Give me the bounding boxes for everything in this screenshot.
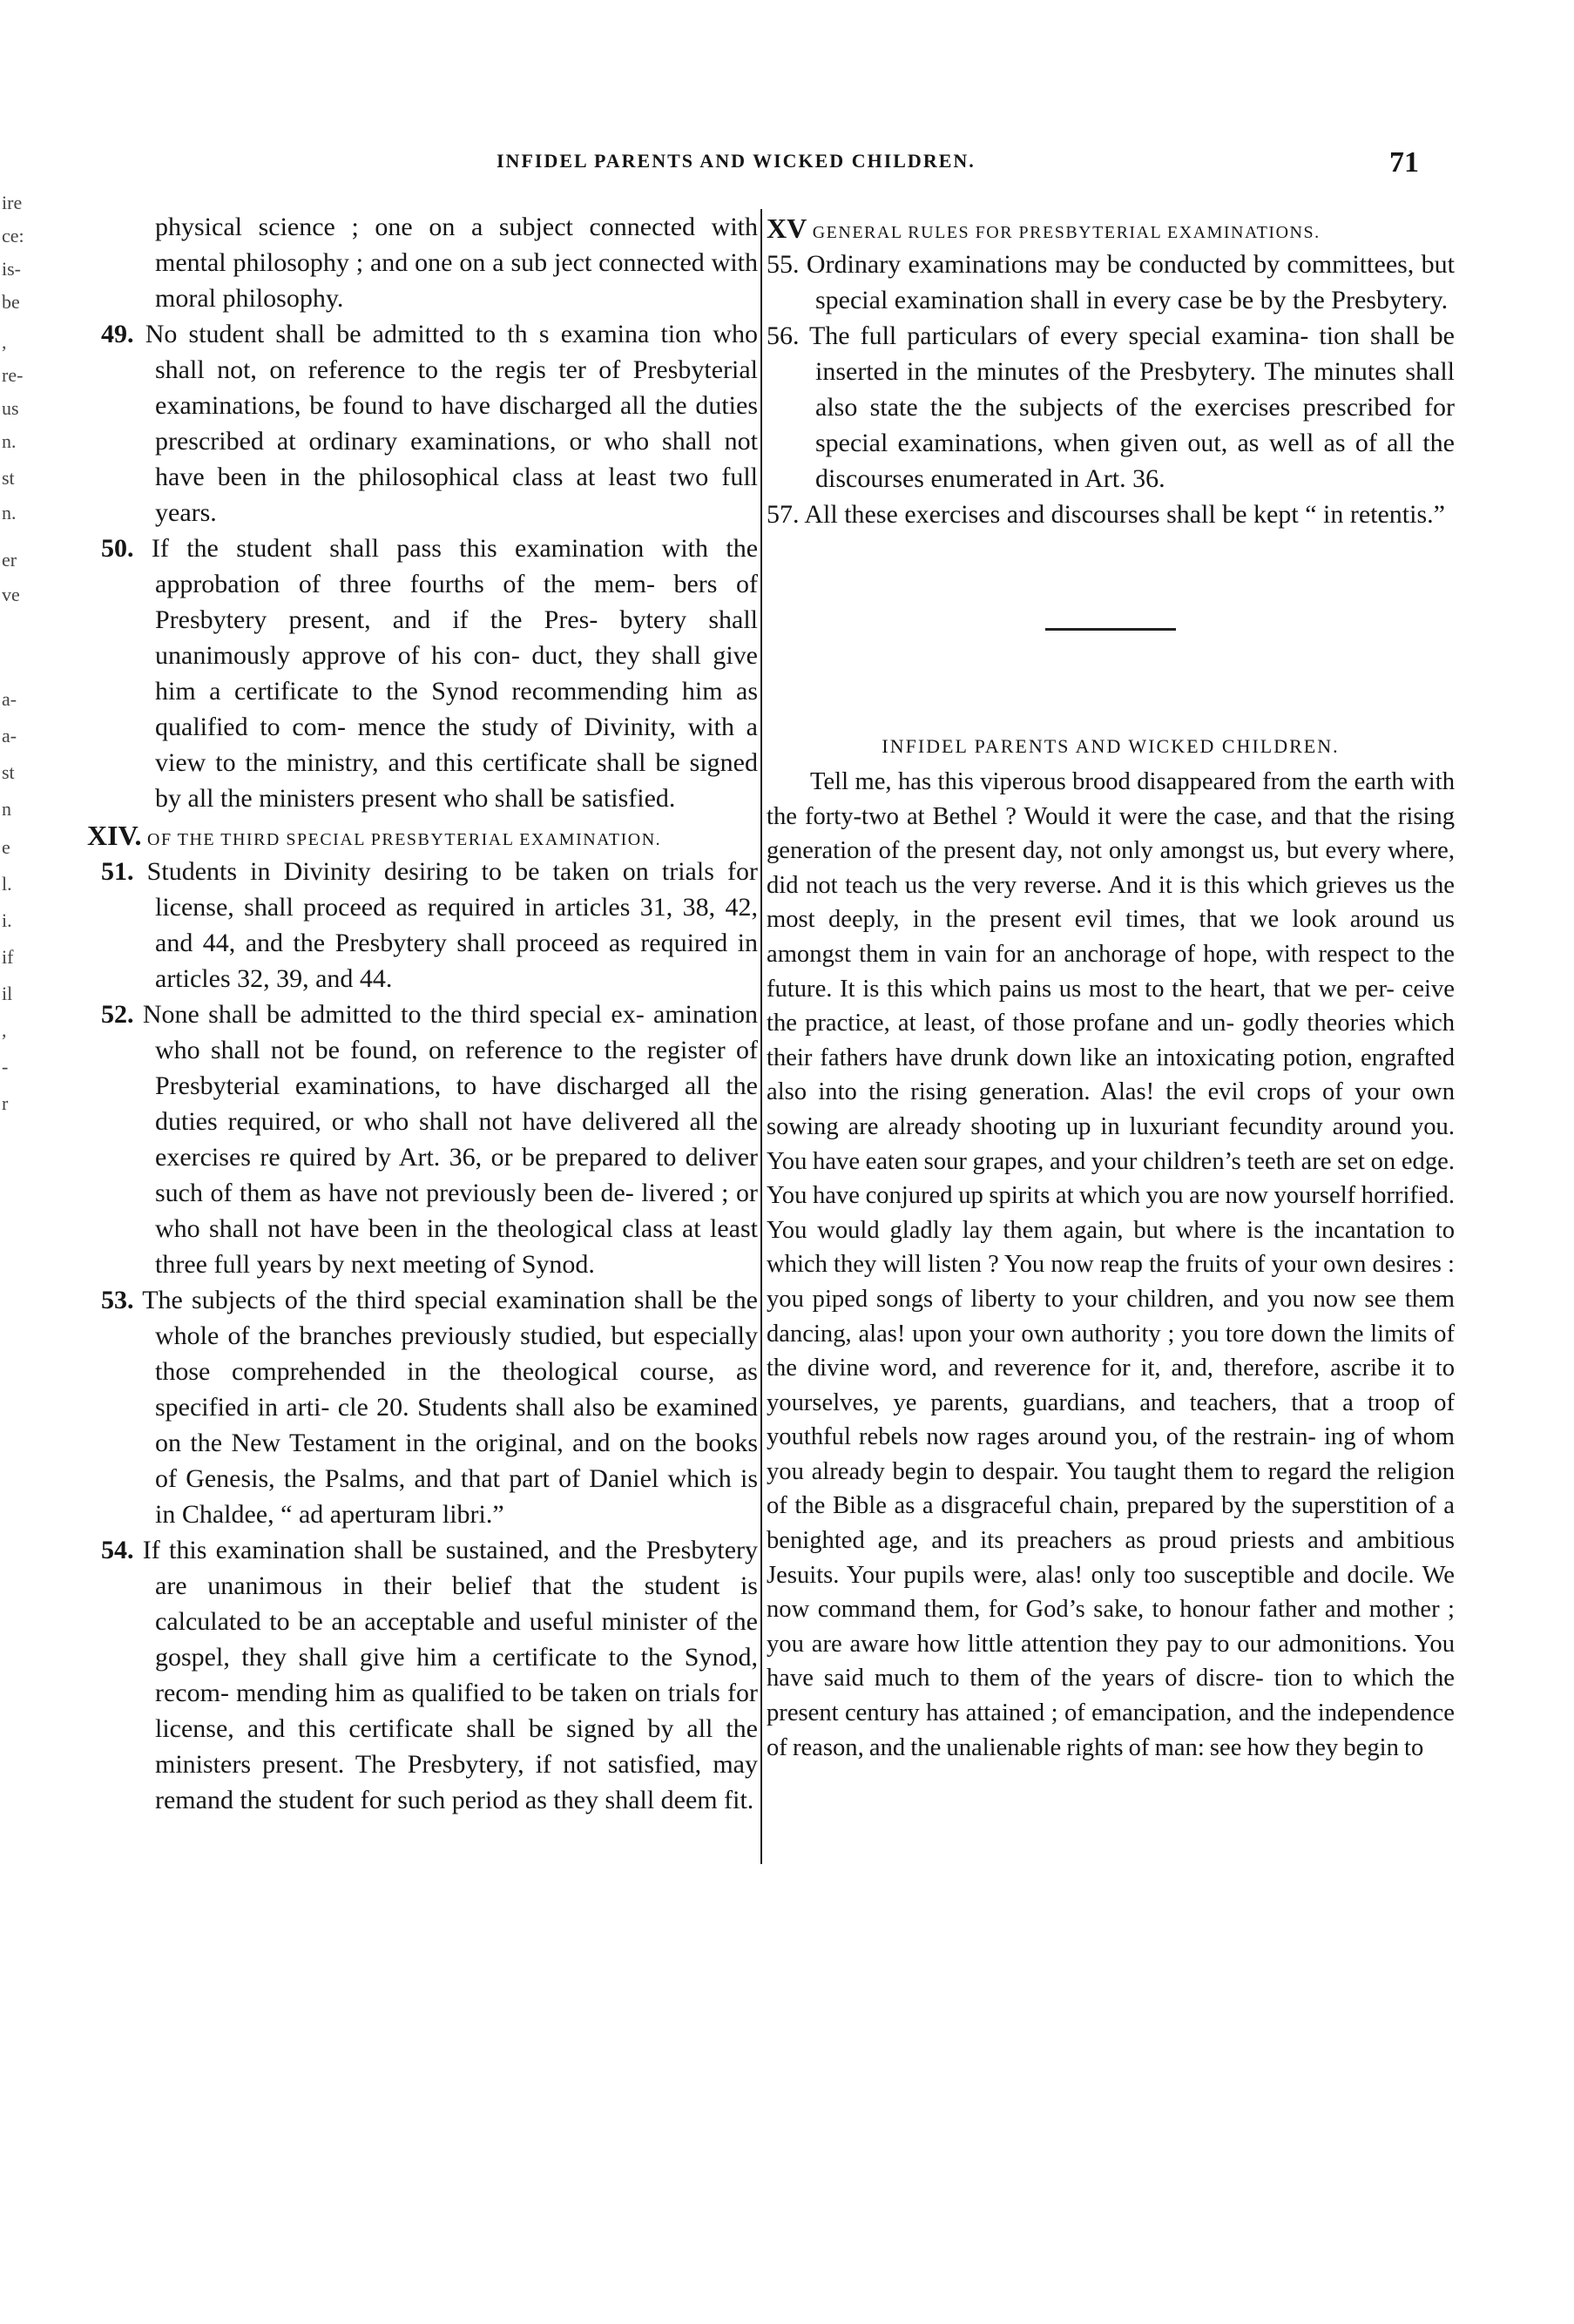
article-number: 53.	[101, 1286, 134, 1314]
section-heading-xiv	[87, 820, 758, 852]
running-title: INFIDEL PARENTS AND WICKED CHILDREN.	[497, 150, 976, 172]
article-number: 52.	[101, 1000, 134, 1029]
article-text: The subjects of the third special examination shall be the whole of the branches previously studied, but especially those comprehended in the theological course, as specified in arti- cle 20. Students shall also be examined on the New Testament in the original, and on the books of Genesis, the Psalms, and that part of Daniel which is in Chaldee, “ ad aperturam libri.”	[142, 1286, 758, 1529]
bleed-fragment: il	[2, 983, 13, 1004]
article-text: No student shall be admitted to th s examina tion who shall not, on reference to the regis ter of Presbyterial examinations, be found to have discharged all the duties prescribed at ordinary examinations, or who shall not have been in the philosophical class at least two full years.	[145, 320, 759, 527]
continued-paragraph: physical science ; one on a subject connected with mental philosophy ; and one on a sub ject connected with moral philosophy.	[155, 213, 758, 313]
essay-body: Tell me, has this viperous brood disappeared from the earth with the forty-two at Bethel ? Would it were the case, and that the rising generation of the present day, not only amongst us, but every where, did not teach us the very reverse. And it is this which grieves us the most deeply, in the present evil times, that we look around us amongst them in vain for an anchorage of hope, with respect to the future. It is this which pains us most to the heart, that we per- ceive the practice, at least, of those profane and un- godly theories which their fathers have drunk down like an intoxicating potion, engrafted also into the rising generation. Alas! the evil crops of your own sowing are already shooting up in luxuriant fecundity around you. You have eaten sour grapes, and your children’s teeth are set on edge. You have conjured up spirits at which you are now yourself horrified. You would gladly lay them again, but where is the incantation to which they will listen ? You now reap the fruits of your own desires : you piped songs of liberty to your children, and you now see them dancing, alas! upon your own authority ; you tore down the limits of the divine word, and reverence for it, and, therefore, ascribe it to yourselves, ye parents, guardians, and teachers, that a troop of youthful rebels now rages around you, of the restrain- ing of whom you already begin to despair. You taught them to regard the religion of the Bible as a disgraceful chain, prepared by the superstition of a benighted age, and its preachers as proud priests and ambitious Jesuits. Your pupils were, alas! only too susceptible and docile. We now command them, for God’s sake, to honour father and mother ; you are aware how little attention they pay to our admonitions. You have said much to them of the years of discre- tion to which the present century has attained ; of emancipation, and the independence of reason, and the unalienable rights of man: see how they begin to	[767, 768, 1455, 1761]
bleed-fragment: ire	[2, 192, 23, 213]
article-number: 51.	[101, 857, 134, 886]
article-number: 50.	[101, 534, 134, 563]
bleed-fragment: r	[2, 1092, 9, 1114]
article-number: 49.	[101, 320, 134, 348]
running-head	[0, 146, 1574, 181]
article-number: 57.	[767, 500, 800, 529]
article-text: Students in Divinity desiring to be taken on trials for license, shall proceed as required in articles 31, 38, 42, and 44, and the Presbytery shall proceed as required in articles 32, 39, and 44.	[146, 857, 759, 993]
article-text: If this examination shall be sustained, and the Presbytery are unanimous in their belief that the student is calculated to be an acceptable and useful minister of the gospel, they shall give him a certificate to the Synod, recom- mending him as qualified to be taken on trials for license, and this certificate shall be signed by all the ministers present. The Presbytery, if not satisfied, may remand the student for such period as they shall deem fit.	[142, 1536, 758, 1814]
section-numeral: XIV.	[87, 820, 142, 851]
bleed-fragment: n.	[2, 502, 17, 524]
bleed-fragment: be	[2, 291, 20, 313]
margin-bleed	[0, 193, 70, 2319]
bleed-fragment: if	[2, 946, 14, 968]
section-separator-rule	[1045, 628, 1176, 631]
article-text: The full particulars of every special examina- tion shall be inserted in the minutes of the Presbytery. The minutes shall also state the the subjects of the exercises prescribed for special examinations, when given out, as well as of all the discourses enumerated in Art. 36.	[808, 321, 1456, 493]
article-50	[87, 530, 758, 816]
bleed-fragment: e	[2, 836, 10, 858]
article-51	[87, 854, 758, 996]
bleed-fragment: a-	[2, 688, 17, 710]
bleed-fragment: re-	[2, 364, 24, 386]
bleed-fragment: ce:	[2, 225, 24, 247]
section-numeral: XV	[767, 213, 807, 244]
bleed-fragment: n.	[2, 430, 17, 452]
article-number: 54.	[101, 1536, 134, 1564]
article-number: 55.	[767, 250, 800, 279]
bleed-fragment: st	[2, 761, 15, 783]
bleed-fragment: st	[2, 467, 15, 489]
bleed-fragment: a-	[2, 725, 17, 747]
article-number: 56.	[767, 321, 800, 350]
bleed-fragment: us	[2, 397, 19, 419]
bleed-fragment: er	[2, 549, 17, 571]
page-number: 71	[1389, 146, 1419, 179]
article-text: If the student shall pass this examination with the approbation of three fourths of the mem- bers of Presbytery present, and if the Pres- bytery shall unanimously approve of his con- duct, they shall give him a certificate to the Synod recommending him as qualified to com- mence the study of Divinity, with a view to the ministry, and this certificate shall be signed by all the ministers present who shall be satisfied.	[151, 534, 759, 813]
bleed-fragment: is-	[2, 258, 21, 280]
bleed-fragment: i.	[2, 909, 12, 931]
section-heading-xv	[767, 213, 1455, 245]
essay-title: INFIDEL PARENTS AND WICKED CHILDREN.	[882, 735, 1340, 757]
article-49	[87, 316, 758, 530]
article-56	[767, 318, 1455, 497]
article-52	[87, 996, 758, 1282]
right-column	[767, 209, 1455, 2300]
section-title: GENERAL RULES FOR PRESBYTERIAL EXAMINATIONS.	[812, 223, 1321, 242]
bleed-fragment: l.	[2, 873, 12, 895]
bleed-fragment: ,	[2, 331, 7, 353]
article-53	[87, 1282, 758, 1532]
article-54	[87, 1532, 758, 1818]
article-55	[767, 247, 1455, 318]
article-text: Ordinary examinations may be conducted by committees, but special examination shall in every case be by the Presbytery.	[806, 250, 1455, 314]
bleed-fragment: -	[2, 1056, 9, 1078]
column-divider	[760, 209, 762, 1864]
article-text: All these exercises and discourses shall be kept “ in retentis.”	[804, 500, 1445, 529]
bleed-fragment: n	[2, 798, 11, 820]
article-text: None shall be admitted to the third special ex- amination who shall not be found, on reference to the register of Presbyterial examinations, to have discharged all the duties required, or who shall not have delivered all the exercises re quired by Art. 36, or be prepared to deliver such of them as have not previously been de- livered ; or who shall not have been in the theological class at least three full years by next meeting of Synod.	[142, 1000, 759, 1279]
bleed-fragment: ve	[2, 584, 20, 605]
left-column	[87, 209, 758, 2300]
section-title: OF THE THIRD SPECIAL PRESBYTERIAL EXAMINATION.	[147, 830, 662, 849]
article-57	[767, 497, 1455, 532]
bleed-fragment: ,	[2, 1019, 7, 1041]
